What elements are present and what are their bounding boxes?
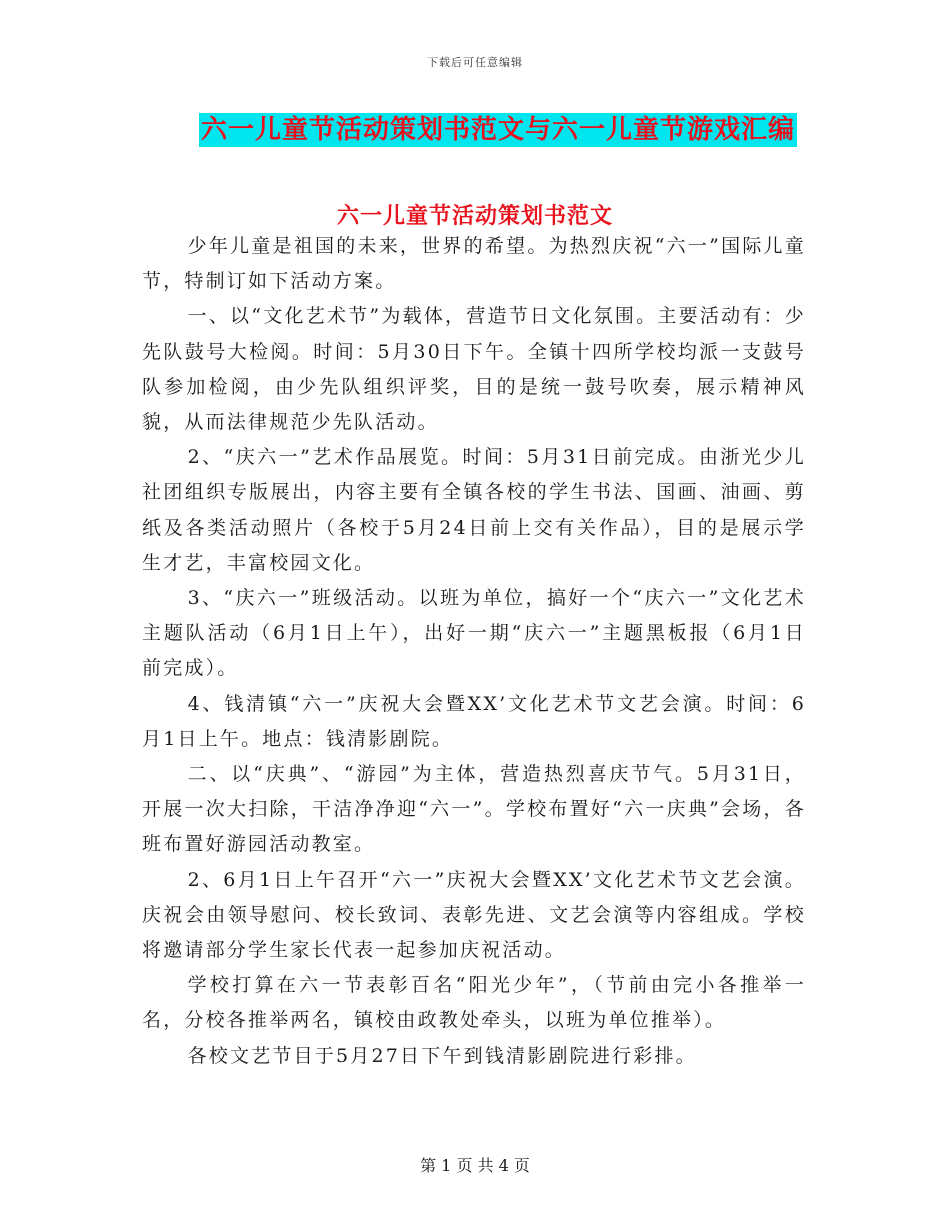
paragraph: 一、以“文化艺术节”为载体，营造节日文化氛围。主要活动有：少先队鼓号大检阅。时间：5月30日下午。全镇十四所学校均派一支鼓号队参加检阅，由少先队组织评奖，目的是统一鼓号吹奏，展示精神风貌，从而法律规范少先队活动。 xyxy=(142,305,806,434)
paragraph: 4、钱清镇“六一”庆祝大会暨XX’文化艺术节文艺会演。时间：6月1日上午。地点：钱清影剧院。 xyxy=(142,692,806,750)
document-title-container xyxy=(0,113,950,147)
paragraph: 3、“庆六一”班级活动。以班为单位，搞好一个“庆六一”文化艺术主题队活动（6月1日上午），出好一期“庆六一”主题黑板报（6月1日前完成）。 xyxy=(142,587,806,680)
paragraph: 少年儿童是祖国的未来，世界的希望。为热烈庆祝“六一”国际儿童节，特制订如下活动方案。 xyxy=(142,235,806,293)
document-body xyxy=(142,229,806,1074)
paragraph: 2、“庆六一”艺术作品展览。时间：5月31日前完成。由浙光少儿社团组织专版展出，内容主要有全镇各校的学生书法、国画、油画、剪纸及各类活动照片（各校于5月24日前上交有关作品），目的是展示学生才艺，丰富校园文化。 xyxy=(142,446,806,574)
paragraph: 2、6月1日上午召开“六一”庆祝大会暨XX’文化艺术节文艺会演。庆祝会由领导慰问、校长致词、表彰先进、文艺会演等内容组成。学校将邀请部分学生家长代表一起参加庆祝活动。 xyxy=(142,868,806,962)
document-title: 六一儿童节活动策划书范文与六一儿童节游戏汇编 xyxy=(200,115,795,145)
section-title: 六一儿童节活动策划书范文 xyxy=(336,203,613,229)
paragraph: 学校打算在六一节表彰百名“阳光少年”，（节前由完小各推举一名，分校各推举两名，镇校由政教处牵头，以班为单位推举）。 xyxy=(142,974,806,1032)
paragraph: 各校文艺节目于5月27日下午到钱清影剧院进行彩排。 xyxy=(187,1044,697,1067)
page-number: 第 1 页 共 4 页 xyxy=(420,1156,530,1175)
paragraph: 二、以“庆典”、“游园”为主体，营造热烈喜庆节气。5月31日，开展一次大扫除，干洁净净迎“六一”。学校布置好“六一庆典”会场，各班布置好游园活动教室。 xyxy=(142,763,806,856)
page-header-note: 下载后可任意编辑 xyxy=(427,56,523,69)
